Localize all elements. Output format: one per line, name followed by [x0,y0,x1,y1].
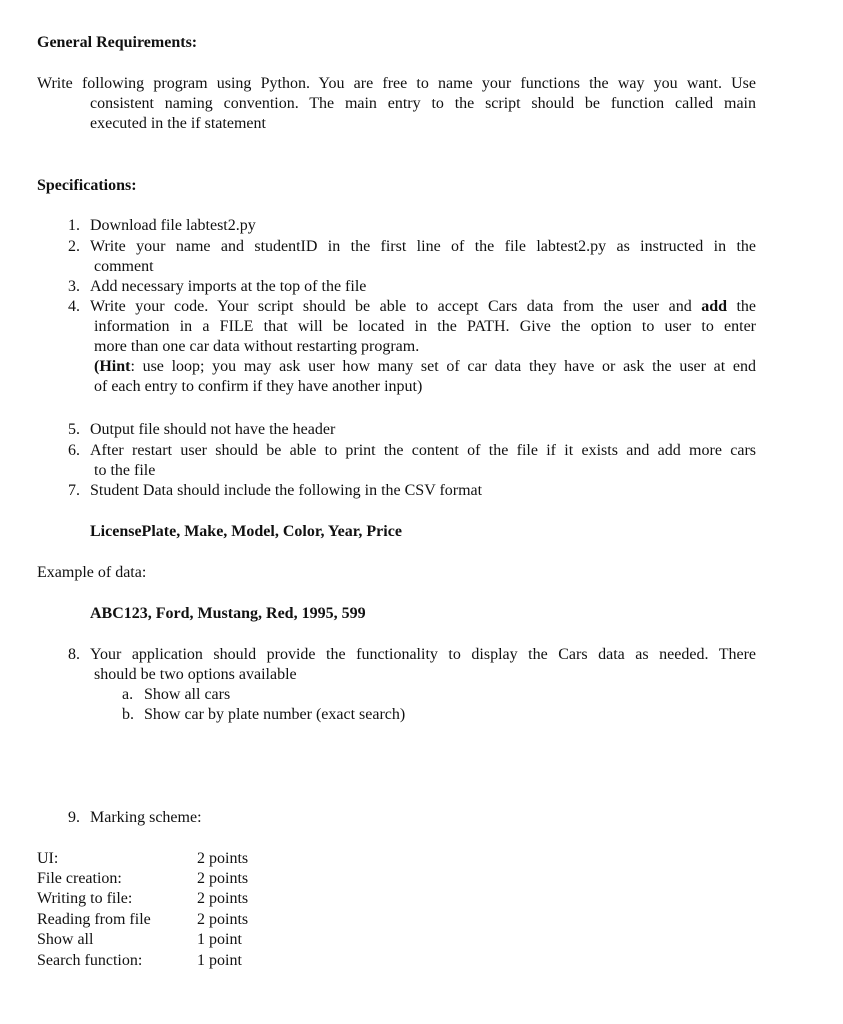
marking-points: 2 points [197,890,249,907]
marking-points: 2 points [197,850,249,867]
csv-format-fields: LicensePlate, Make, Model, Color, Year, Price [90,523,402,540]
general-line-1: Write following program using Python. You are free to name your functions the way you want. Use [37,75,756,92]
marking-label: UI: [37,850,59,867]
marking-label: Reading from file [37,911,151,928]
marking-points: 2 points [197,870,249,887]
general-line-2: consistent naming convention. The main entry to the script should be function called main [90,95,756,112]
example-label: Example of data: [37,564,147,581]
marking-label: Search function: [37,952,143,969]
list-number: 1. [68,217,80,234]
list-number: 7. [68,482,80,499]
marking-points: 2 points [197,911,249,928]
specifications-heading: Specifications: [37,177,137,194]
spec-4-line-1: Write your code. Your script should be able to accept Cars data from the user and add the [90,298,757,315]
marking-points: 1 point [197,952,242,969]
list-number: 8. [68,646,80,663]
spec-4-hint-line: (Hint: use loop; you may ask user how many set of car data they have or ask the user at end [94,358,756,375]
list-number: 9. [68,809,80,826]
list-number: 5. [68,421,80,438]
list-number: 3. [68,278,80,295]
marking-label: Show all [37,931,94,948]
example-data: ABC123, Ford, Mustang, Red, 1995, 599 [90,605,366,622]
marking-label: Writing to file: [37,890,133,907]
general-line-3: executed in the if statement [90,115,266,132]
marking-points: 1 point [197,931,242,948]
document-page: General Requirements: Write following program using Python. You are free to name your functions the way you want. Use consistent naming convention. The main entry to the script should be function called main executed in the if statement Specifications: 1. Download file labtest2.py 2. Write your name and studentID in the first line of the file labtest2.py as instructed in the comment 3. Add necessary imports at the top of the file 4. Write your code. Your script should be able to accept Cars data from the user and add the information in a FILE that will be located in the PATH. Give the option to user to enter more than one car data without restarting program. (Hint: use loop; you may ask user how many set of car data they have or ask the user at end of each entry to confirm if they have another input) 5. Output file should not have the header 6. After restart user should be able to print the content of the file if it exists and add more cars to the file 7. Student Data should include the following in the CSV format LicensePlate, Make, Model, Color, Year, Price Example of data: ABC123, Ford, Mustang, Red, 1995, 599 8. Your application should provide the functionality to display the Cars data as needed. There should be two options available a. Show all cars b. Show car by plate number (exact search) 9. Marking scheme: UI: 2 points File creation: 2 points Writing to file: 2 points Reading from file 2 points Show all 1 point Search function: 1 point [37,34,757,969]
list-number: 2. [68,238,80,255]
list-number: 6. [68,442,80,459]
marking-label: File creation: [37,870,122,887]
list-number: 4. [68,298,80,315]
general-requirements-heading: General Requirements: [37,34,198,51]
